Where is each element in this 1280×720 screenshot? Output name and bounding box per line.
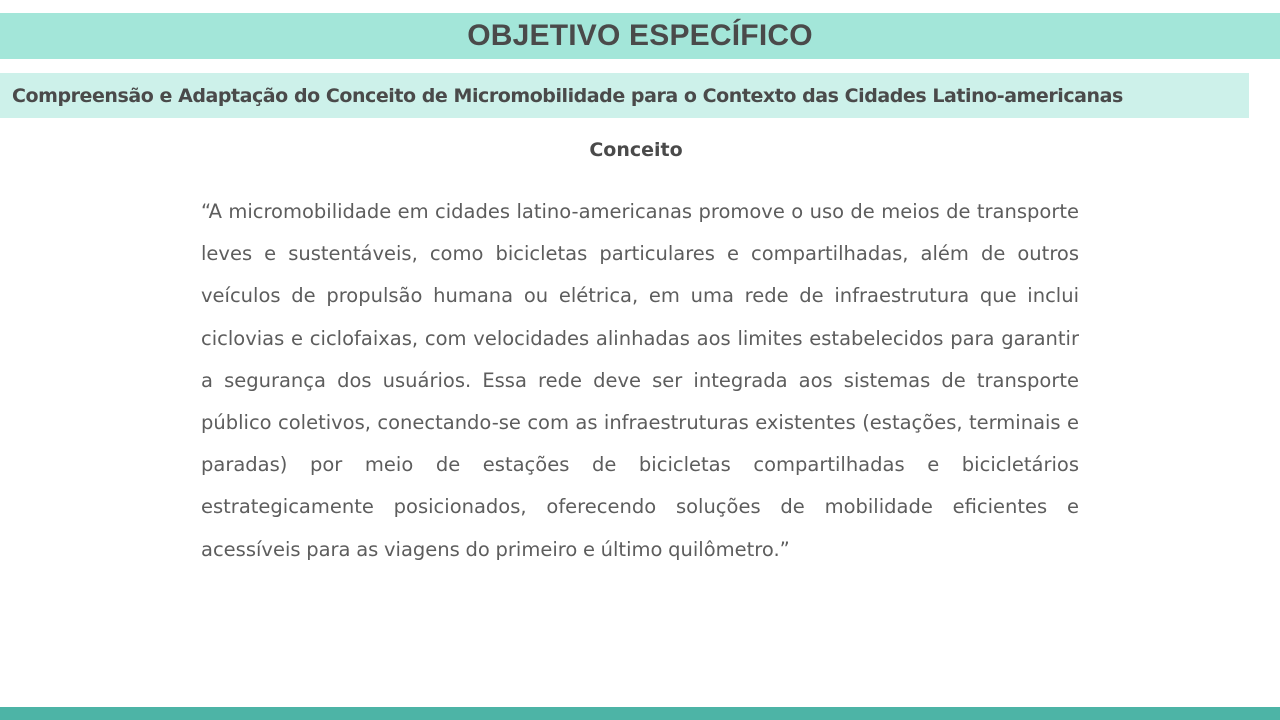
subtitle-banner xyxy=(0,73,1249,118)
slide-subtitle: Compreensão e Adaptação do Conceito de Micromobilidade para o Contexto das Cidades Latino-americanas xyxy=(12,84,1123,107)
footer-bar xyxy=(0,707,1280,720)
slide-title: OBJETIVO ESPECÍFICO xyxy=(467,19,813,52)
section-heading: Conceito xyxy=(589,139,683,161)
concept-paragraph: “A micromobilidade em cidades latino-americanas promove o uso de meios de transporte leves e sustentáveis, como bicicletas particulares e compartilhadas, além de outros veículos de propulsão humana ou elétrica, em uma rede de infraestrutura que inclui ciclovias e ciclofaixas, com velocidades alinhadas aos limites estabelecidos para garantir a segurança dos usuários. Essa rede deve ser integrada aos sistemas de transporte público coletivos, conectando-se com as infraestruturas existentes (estações, terminais e paradas) por meio de estações de bicicletas compartilhadas e bicicletários estrategicamente posicionados, oferecendo soluções de mobilidade eficientes e acessíveis para as viagens do primeiro e último quilômetro.” xyxy=(201,200,1079,561)
title-banner xyxy=(0,13,1280,59)
